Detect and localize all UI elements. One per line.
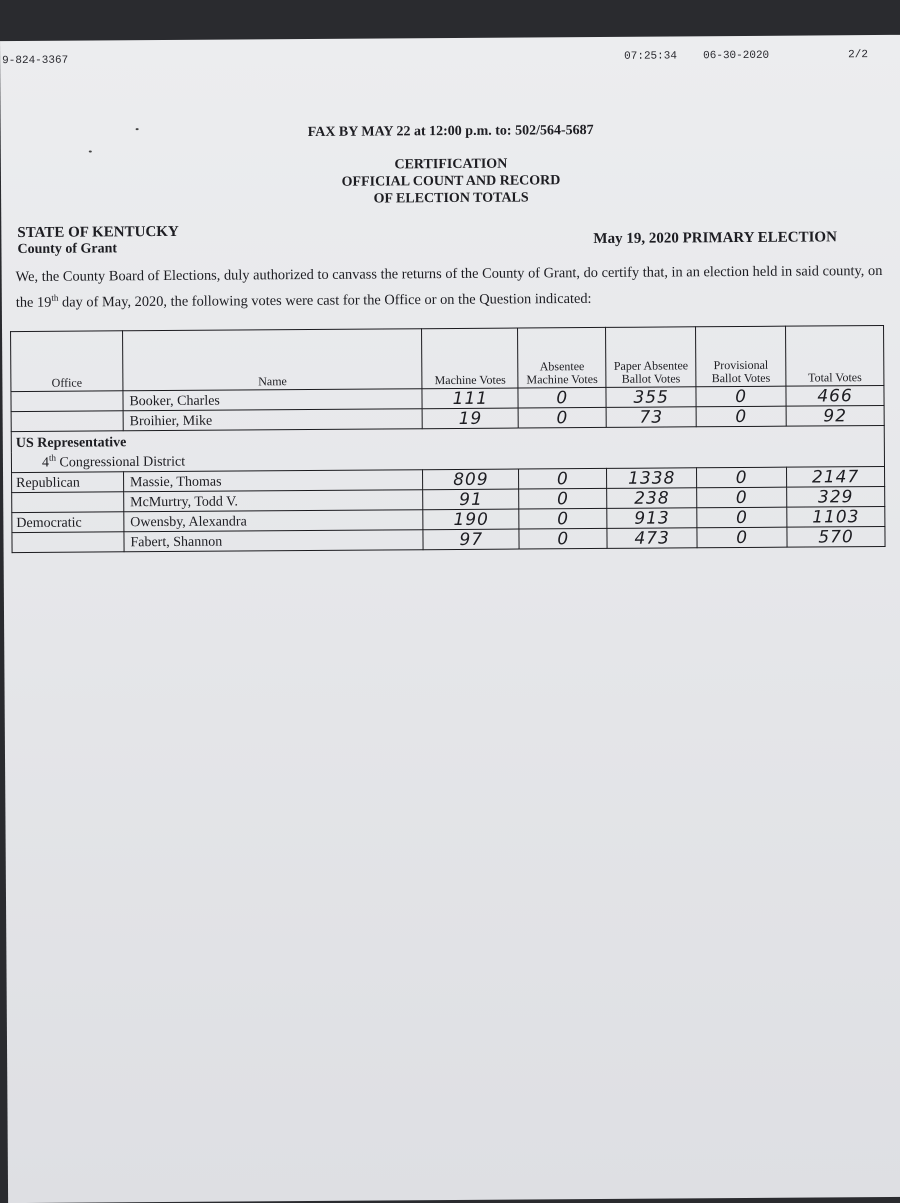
cell-office <box>12 492 124 513</box>
fax-page-count: 2/2 <box>848 49 868 62</box>
header-absentee-machine-votes: Absentee Machine Votes <box>518 327 606 388</box>
header-name: Name <box>122 329 422 391</box>
cell-absentee-machine: 0 <box>519 508 607 529</box>
cell-name: Broihier, Mike <box>123 409 423 431</box>
cell-provisional: 0 <box>697 507 787 528</box>
cell-provisional: 0 <box>697 527 787 548</box>
cell-provisional: 0 <box>697 467 787 488</box>
cell-total: 92 <box>786 405 884 426</box>
cell-machine: 97 <box>423 529 519 550</box>
state-heading: STATE OF KENTUCKY <box>17 223 179 242</box>
cell-provisional: 0 <box>696 406 786 427</box>
title-line-2: OFFICIAL COUNT AND RECORD <box>341 173 561 190</box>
header-total-votes: Total Votes <box>786 325 884 386</box>
cell-total: 466 <box>786 385 884 406</box>
cell-machine: 111 <box>422 388 518 409</box>
table-header-row <box>11 325 884 391</box>
cell-absentee-machine: 0 <box>519 528 607 549</box>
cell-paper-absentee: 473 <box>607 528 697 549</box>
bottom-rows <box>12 466 886 552</box>
county-heading: County of Grant <box>17 241 118 258</box>
election-name: May 19, 2020 PRIMARY ELECTION <box>593 229 837 248</box>
cell-machine: 91 <box>423 489 519 510</box>
header-machine-votes: Machine Votes <box>422 328 518 389</box>
cell-total: 2147 <box>787 466 885 487</box>
cell-paper-absentee: 355 <box>606 387 696 408</box>
title-line-1: CERTIFICATION <box>394 156 508 173</box>
cell-paper-absentee: 913 <box>607 508 697 529</box>
section-title: US Representative <box>11 425 884 452</box>
top-rows <box>11 385 884 431</box>
section-district: 4th Congressional District <box>11 446 884 473</box>
fax-date: 06-30-2020 <box>703 49 770 63</box>
cell-provisional: 0 <box>696 386 786 407</box>
cell-office: Democratic <box>12 512 124 533</box>
cell-total: 570 <box>787 526 885 547</box>
cell-absentee-machine: 0 <box>518 407 606 428</box>
cell-machine: 190 <box>423 509 519 530</box>
certification-statement: We, the County Board of Elections, duly authorized to canvass the returns of the County of Grant, do certify that, in an election held in said county, on the 19th day of May, 2020, the following votes were cast for the Office or on the Question indicated: <box>15 262 883 311</box>
cell-name: Fabert, Shannon <box>124 530 424 552</box>
fax-page <box>0 35 900 1203</box>
paper-speck <box>89 151 92 153</box>
cell-total: 329 <box>787 486 885 507</box>
cell-name: Owensby, Alexandra <box>124 510 424 532</box>
cell-total: 1103 <box>787 506 885 527</box>
fax-time: 07:25:34 <box>624 50 677 63</box>
fax-number: 9-824-3367 <box>2 54 69 68</box>
cell-paper-absentee: 1338 <box>607 468 697 489</box>
cell-paper-absentee: 73 <box>606 407 696 428</box>
cell-machine: 809 <box>423 469 519 490</box>
cell-paper-absentee: 238 <box>607 488 697 509</box>
cell-name: Massie, Thomas <box>123 470 423 492</box>
cell-name: Booker, Charles <box>123 389 423 411</box>
cell-office <box>11 391 123 412</box>
header-provisional-votes: Provisional Ballot Votes <box>696 326 786 387</box>
results-table <box>10 325 886 553</box>
cell-absentee-machine: 0 <box>518 387 606 408</box>
header-office: Office <box>11 331 123 392</box>
cell-office <box>12 532 124 553</box>
header-paper-absentee-votes: Paper Absentee Ballot Votes <box>606 327 696 388</box>
cell-name: McMurtry, Todd V. <box>124 490 424 512</box>
title-line-3: OF ELECTION TOTALS <box>373 190 529 207</box>
cell-absentee-machine: 0 <box>519 468 607 489</box>
cell-machine: 19 <box>422 408 518 429</box>
fax-instruction: FAX BY MAY 22 at 12:00 p.m. to: 502/564-5687 <box>307 122 594 140</box>
cell-office <box>11 411 123 432</box>
cell-provisional: 0 <box>697 487 787 508</box>
cell-absentee-machine: 0 <box>519 488 607 509</box>
cell-office: Republican <box>12 472 124 493</box>
